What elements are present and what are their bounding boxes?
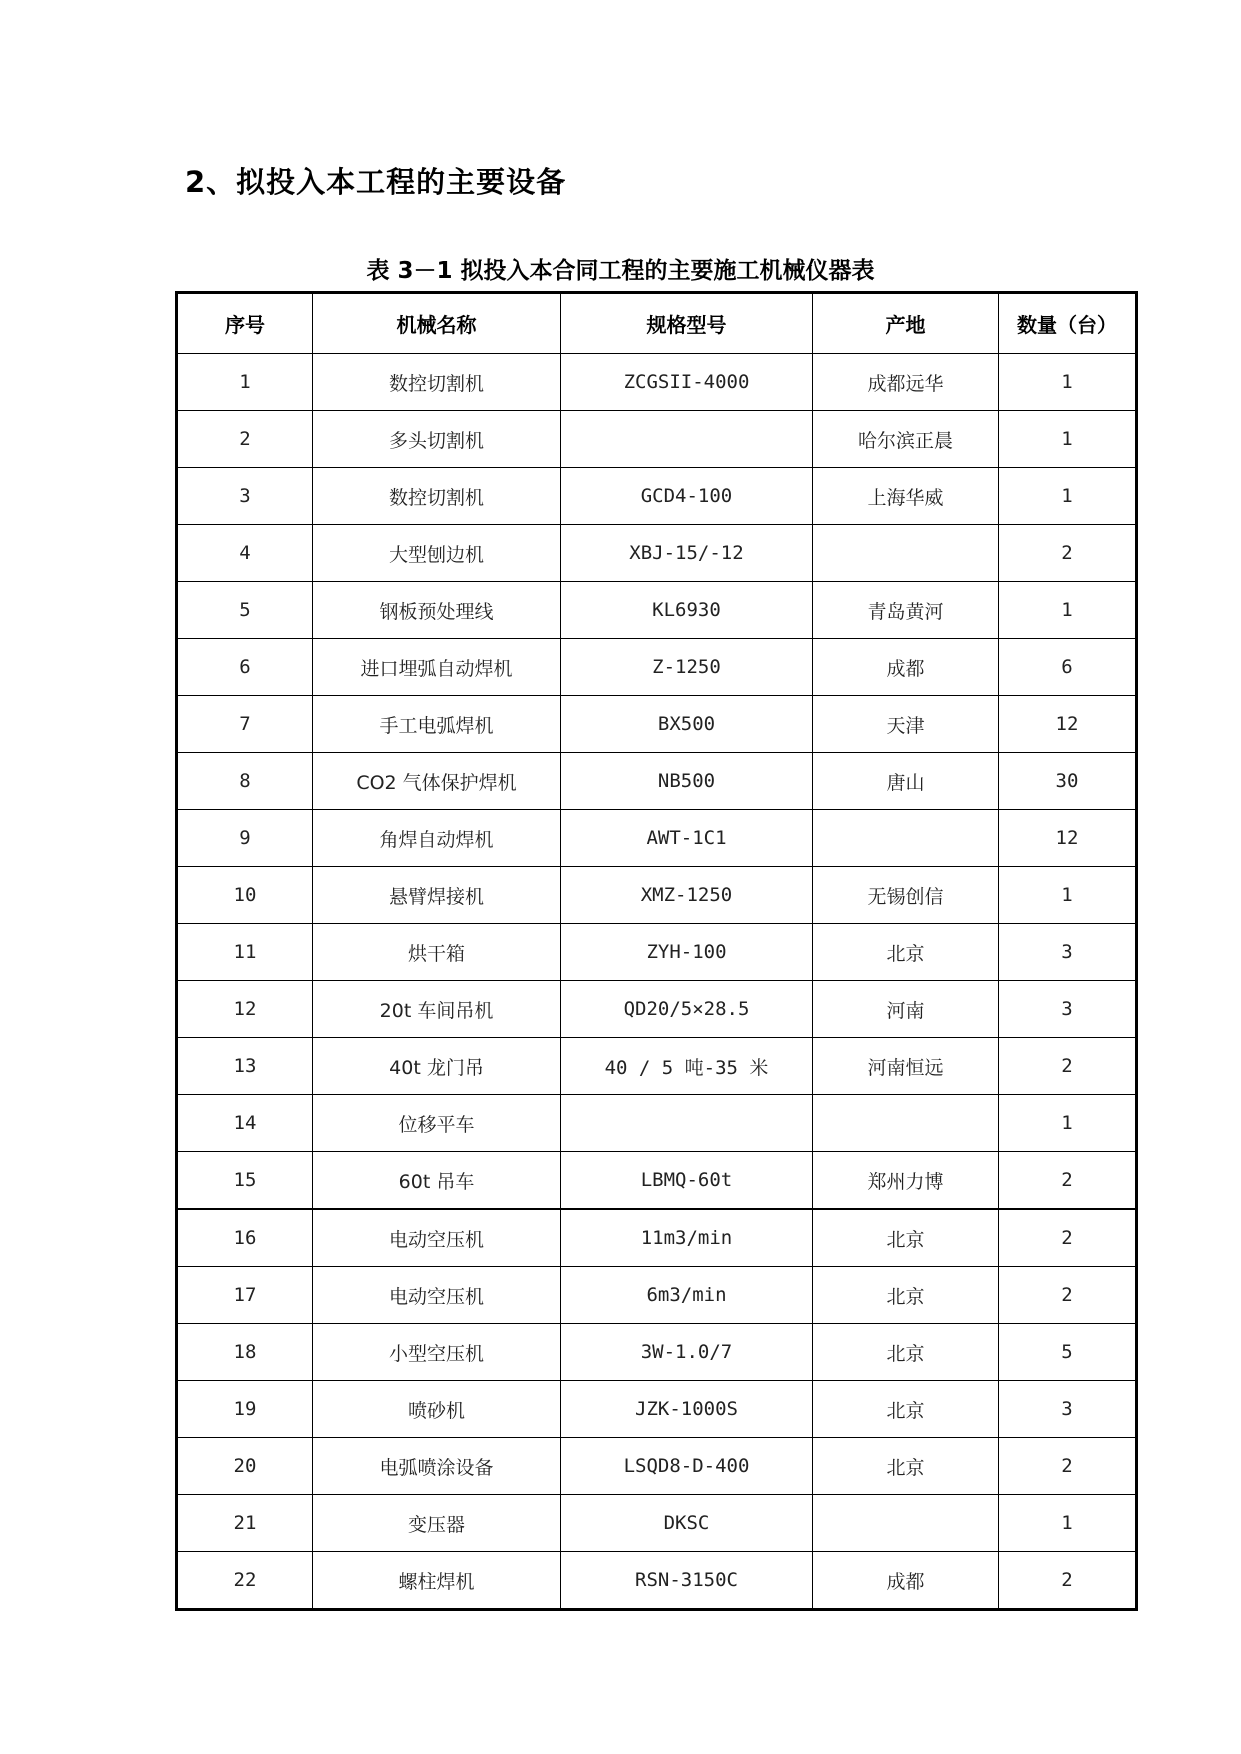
cell-no: 1	[177, 354, 313, 411]
table-row	[177, 753, 1137, 810]
cell-qty: 2	[999, 1209, 1137, 1267]
cell-name: 角焊自动焊机	[313, 810, 561, 867]
cell-origin: 北京	[813, 1381, 999, 1438]
cell-spec: NB500	[561, 753, 813, 810]
cell-qty: 12	[999, 810, 1137, 867]
cell-spec	[561, 1095, 813, 1152]
cell-no: 16	[177, 1209, 313, 1267]
col-header-no: 序号	[177, 293, 313, 354]
cell-no: 17	[177, 1267, 313, 1324]
cell-qty: 1	[999, 468, 1137, 525]
table-row	[177, 1038, 1137, 1095]
cell-origin	[813, 1095, 999, 1152]
table-row	[177, 1152, 1137, 1210]
cell-qty: 2	[999, 525, 1137, 582]
col-header-qty: 数量（台）	[999, 293, 1137, 354]
table-row	[177, 582, 1137, 639]
cell-qty: 1	[999, 1495, 1137, 1552]
cell-origin	[813, 525, 999, 582]
cell-no: 12	[177, 981, 313, 1038]
cell-spec: BX500	[561, 696, 813, 753]
cell-origin: 北京	[813, 1438, 999, 1495]
cell-spec: XBJ-15/-12	[561, 525, 813, 582]
cell-origin: 上海华威	[813, 468, 999, 525]
table-row	[177, 867, 1137, 924]
cell-qty: 3	[999, 924, 1137, 981]
cell-spec: GCD4-100	[561, 468, 813, 525]
table-row	[177, 981, 1137, 1038]
cell-no: 2	[177, 411, 313, 468]
cell-name: 烘干箱	[313, 924, 561, 981]
cell-name: 喷砂机	[313, 1381, 561, 1438]
table-row	[177, 468, 1137, 525]
cell-origin: 郑州力博	[813, 1152, 999, 1210]
table-row	[177, 1267, 1137, 1324]
cell-origin: 北京	[813, 1324, 999, 1381]
cell-qty: 2	[999, 1552, 1137, 1610]
table-row	[177, 354, 1137, 411]
cell-name: 多头切割机	[313, 411, 561, 468]
cell-no: 14	[177, 1095, 313, 1152]
cell-origin: 河南	[813, 981, 999, 1038]
cell-qty: 2	[999, 1438, 1137, 1495]
cell-name: 钢板预处理线	[313, 582, 561, 639]
cell-no: 22	[177, 1552, 313, 1610]
cell-spec: QD20/5×28.5	[561, 981, 813, 1038]
cell-name: 电弧喷涂设备	[313, 1438, 561, 1495]
cell-name: 电动空压机	[313, 1267, 561, 1324]
cell-spec: DKSC	[561, 1495, 813, 1552]
cell-name: 手工电弧焊机	[313, 696, 561, 753]
col-header-spec: 规格型号	[561, 293, 813, 354]
cell-origin: 哈尔滨正晨	[813, 411, 999, 468]
cell-spec: AWT-1C1	[561, 810, 813, 867]
cell-qty: 1	[999, 582, 1137, 639]
cell-no: 18	[177, 1324, 313, 1381]
cell-no: 6	[177, 639, 313, 696]
cell-name: 数控切割机	[313, 468, 561, 525]
table-caption: 表 3－1 拟投入本合同工程的主要施工机械仪器表	[366, 258, 875, 284]
cell-origin: 唐山	[813, 753, 999, 810]
cell-no: 15	[177, 1152, 313, 1210]
cell-no: 10	[177, 867, 313, 924]
table-row	[177, 525, 1137, 582]
col-header-origin: 产地	[813, 293, 999, 354]
cell-name: 电动空压机	[313, 1209, 561, 1267]
cell-name: 数控切割机	[313, 354, 561, 411]
cell-name: CO2 气体保护焊机	[313, 753, 561, 810]
cell-name: 悬臂焊接机	[313, 867, 561, 924]
cell-spec: XMZ-1250	[561, 867, 813, 924]
cell-qty: 2	[999, 1152, 1137, 1210]
cell-origin: 无锡创信	[813, 867, 999, 924]
cell-origin: 天津	[813, 696, 999, 753]
cell-name: 螺柱焊机	[313, 1552, 561, 1610]
table-row	[177, 1209, 1137, 1267]
cell-qty: 1	[999, 867, 1137, 924]
cell-spec: Z-1250	[561, 639, 813, 696]
cell-origin: 北京	[813, 1267, 999, 1324]
cell-no: 4	[177, 525, 313, 582]
cell-name: 小型空压机	[313, 1324, 561, 1381]
cell-no: 19	[177, 1381, 313, 1438]
cell-qty: 3	[999, 1381, 1137, 1438]
cell-origin	[813, 810, 999, 867]
cell-qty: 12	[999, 696, 1137, 753]
cell-no: 8	[177, 753, 313, 810]
cell-spec: 40 / 5 吨-35 米	[561, 1038, 813, 1095]
cell-no: 7	[177, 696, 313, 753]
table-row	[177, 1495, 1137, 1552]
cell-origin: 北京	[813, 924, 999, 981]
cell-name: 60t 吊车	[313, 1152, 561, 1210]
cell-name: 位移平车	[313, 1095, 561, 1152]
cell-spec: 6m3/min	[561, 1267, 813, 1324]
cell-qty: 1	[999, 1095, 1137, 1152]
cell-no: 3	[177, 468, 313, 525]
table-row	[177, 411, 1137, 468]
cell-qty: 2	[999, 1267, 1137, 1324]
cell-spec	[561, 411, 813, 468]
cell-no: 21	[177, 1495, 313, 1552]
cell-origin: 成都	[813, 1552, 999, 1610]
cell-no: 11	[177, 924, 313, 981]
cell-qty: 3	[999, 981, 1137, 1038]
cell-qty: 1	[999, 354, 1137, 411]
cell-spec: LBMQ-60t	[561, 1152, 813, 1210]
section-heading: 2、拟投入本工程的主要设备	[185, 165, 567, 199]
cell-spec: ZYH-100	[561, 924, 813, 981]
cell-origin	[813, 1495, 999, 1552]
cell-spec: KL6930	[561, 582, 813, 639]
cell-no: 20	[177, 1438, 313, 1495]
cell-spec: ZCGSII-4000	[561, 354, 813, 411]
table-row	[177, 1552, 1137, 1610]
cell-spec: JZK-1000S	[561, 1381, 813, 1438]
cell-qty: 5	[999, 1324, 1137, 1381]
cell-spec: 3W-1.0/7	[561, 1324, 813, 1381]
table-row	[177, 1438, 1137, 1495]
cell-no: 5	[177, 582, 313, 639]
table-row	[177, 1381, 1137, 1438]
cell-name: 进口埋弧自动焊机	[313, 639, 561, 696]
cell-name: 40t 龙门吊	[313, 1038, 561, 1095]
cell-origin: 北京	[813, 1209, 999, 1267]
cell-origin: 青岛黄河	[813, 582, 999, 639]
table-row	[177, 696, 1137, 753]
cell-origin: 河南恒远	[813, 1038, 999, 1095]
cell-qty: 1	[999, 411, 1137, 468]
cell-qty: 2	[999, 1038, 1137, 1095]
cell-qty: 30	[999, 753, 1137, 810]
cell-qty: 6	[999, 639, 1137, 696]
col-header-name: 机械名称	[313, 293, 561, 354]
cell-no: 9	[177, 810, 313, 867]
cell-origin: 成都	[813, 639, 999, 696]
table-row	[177, 639, 1137, 696]
cell-name: 20t 车间吊机	[313, 981, 561, 1038]
cell-spec: 11m3/min	[561, 1209, 813, 1267]
table-row	[177, 1324, 1137, 1381]
cell-name: 变压器	[313, 1495, 561, 1552]
cell-name: 大型刨边机	[313, 525, 561, 582]
cell-spec: RSN-3150C	[561, 1552, 813, 1610]
cell-spec: LSQD8-D-400	[561, 1438, 813, 1495]
table-row	[177, 924, 1137, 981]
table-header-row	[177, 293, 1137, 354]
cell-no: 13	[177, 1038, 313, 1095]
table-row	[177, 1095, 1137, 1152]
cell-origin: 成都远华	[813, 354, 999, 411]
equipment-table	[175, 291, 1138, 1611]
table-row	[177, 810, 1137, 867]
